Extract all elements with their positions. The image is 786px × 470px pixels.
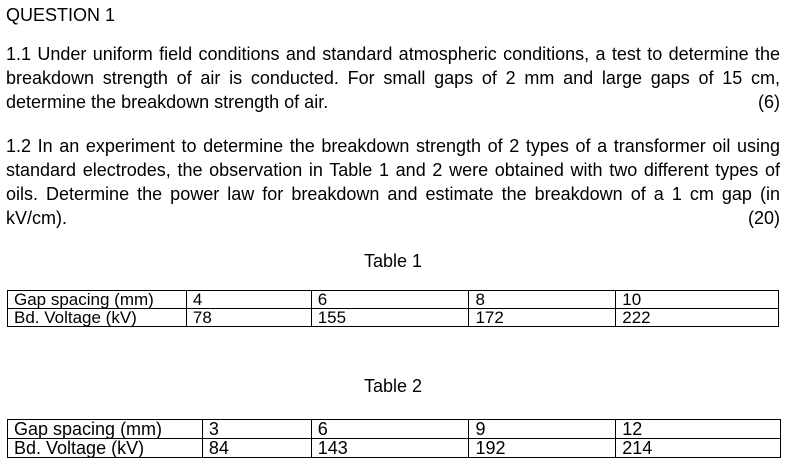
table-cell: 8: [469, 291, 616, 309]
table-cell: 10: [616, 291, 779, 309]
table-cell: 4: [186, 291, 311, 309]
table-cell: 214: [616, 439, 781, 458]
table-2-caption: Table 2: [363, 376, 423, 396]
table-cell: 192: [469, 439, 616, 458]
question-heading: QUESTION 1: [6, 5, 116, 25]
table-cell: 12: [616, 420, 781, 439]
table-row: [8, 309, 779, 327]
question-part-2-text: 1.2 In an experiment to determine the breakdown strength of 2 types of a transformer oil using standard electrodes, the observation in Table 1 and 2 were obtained with two different types of oils. Determine the power law for breakdown and estimate the breakdown of a 1 cm gap (in kV/cm).: [6, 136, 780, 228]
question-part-2: [6, 134, 780, 230]
question-part-2-marks: (20): [747, 208, 780, 228]
table-row-label: Bd. Voltage (kV): [8, 439, 203, 458]
table-row: [8, 439, 781, 458]
table-cell: 9: [469, 420, 616, 439]
table-row-label: Gap spacing (mm): [8, 420, 203, 439]
table-row-label: Gap spacing (mm): [8, 291, 187, 309]
table-row: [8, 291, 779, 309]
table-cell: 155: [311, 309, 469, 327]
table-cell: 84: [202, 439, 311, 458]
table-cell: 143: [311, 439, 469, 458]
table-cell: 6: [311, 291, 469, 309]
table-row: [8, 420, 781, 439]
table-row-label: Bd. Voltage (kV): [8, 309, 187, 327]
table-cell: 3: [202, 420, 311, 439]
table-1-caption: Table 1: [363, 251, 423, 271]
table-cell: 222: [616, 309, 779, 327]
table-1: [7, 290, 779, 327]
question-part-1: [6, 42, 780, 114]
question-part-1-marks: (6): [758, 92, 780, 112]
table-cell: 78: [186, 309, 311, 327]
table-2: [7, 419, 781, 458]
table-cell: 6: [311, 420, 469, 439]
question-part-1-text: 1.1 Under uniform field conditions and standard atmospheric conditions, a test to determine the breakdown strength of air is conducted. For small gaps of 2 mm and large gaps of 15 cm, determine the breakdown strength of air.: [6, 44, 780, 112]
table-cell: 172: [469, 309, 616, 327]
